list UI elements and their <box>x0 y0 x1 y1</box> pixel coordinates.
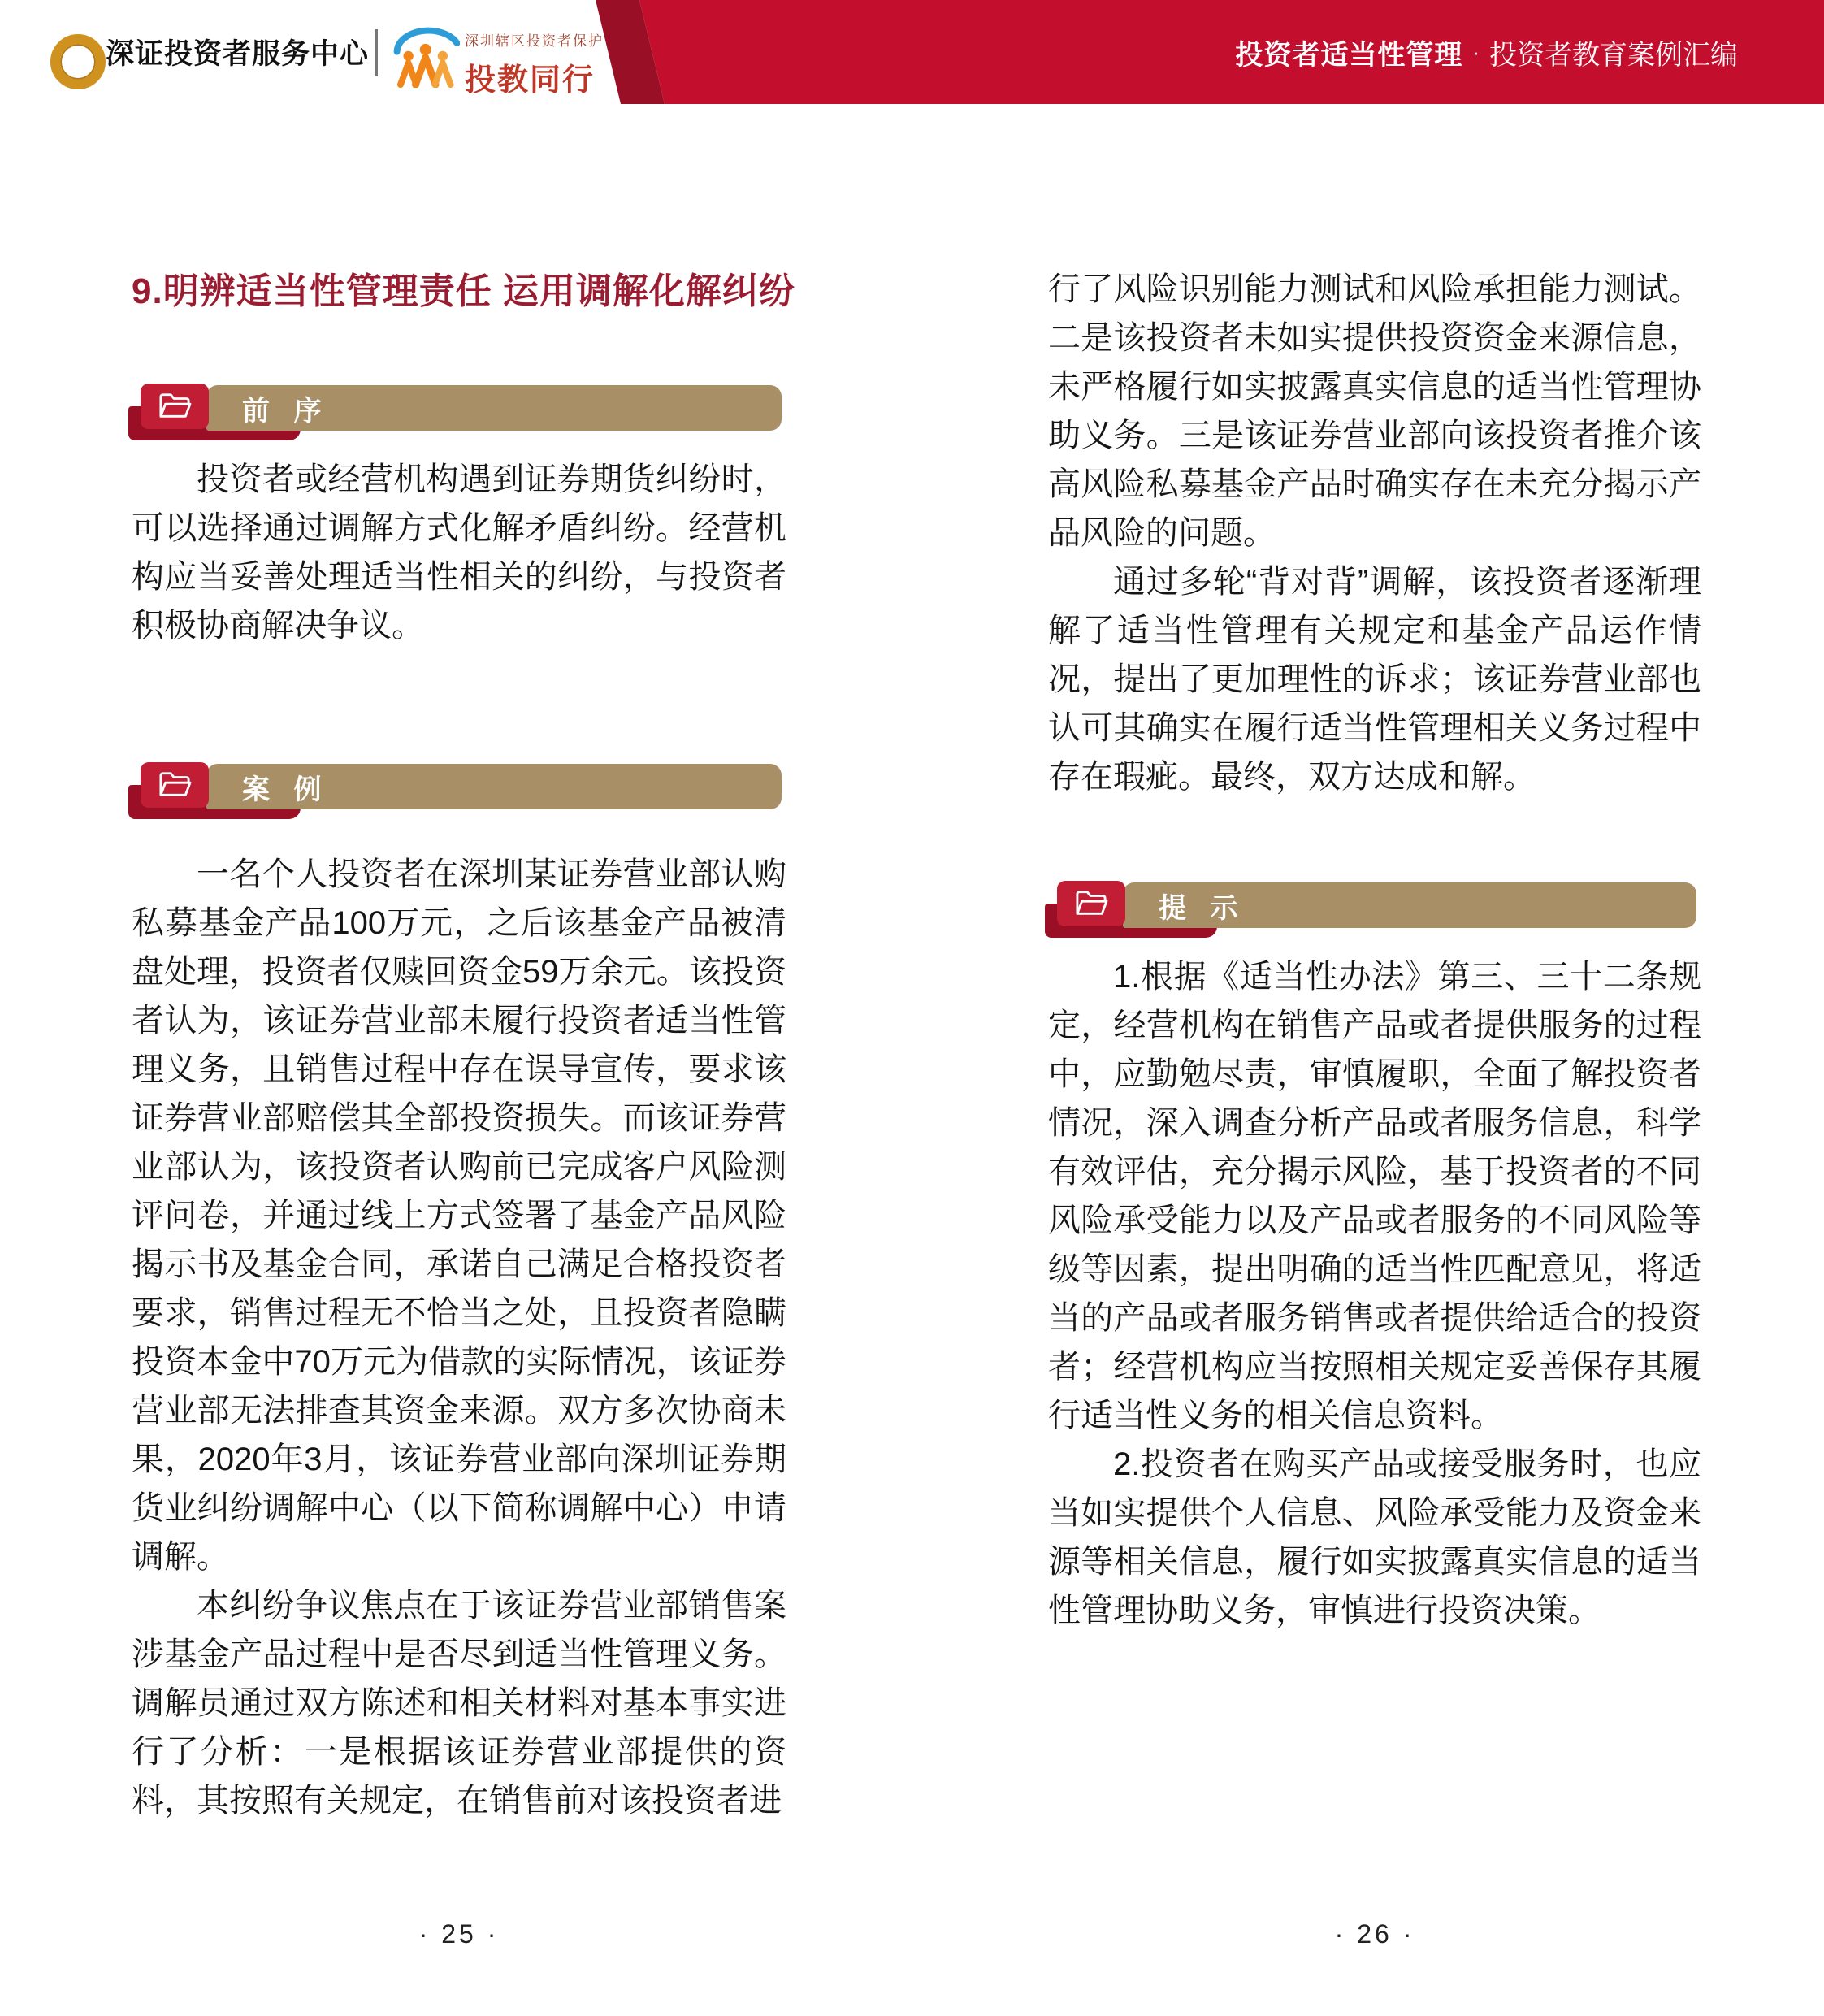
folder-icon <box>156 770 193 800</box>
logo-divider <box>375 29 378 76</box>
left-page-title-row <box>132 262 795 314</box>
paragraph: 本纠纷争议焦点在于该证券营业部销售案涉基金产品过程中是否尽到适当性管理义务。调解员通过双方陈述和相关材料对基本事实进行了分析：一是根据该证券营业部提供的资料，其按照有关规定，在销售前对该投资者进 <box>132 1588 786 1819</box>
paragraph: 通过多轮“背对背”调解，该投资者逐渐理解了适当性管理有关规定和基金产品运作情况，提出了更加理性的诉求；该证券营业部也认可其确实在履行适当性管理相关义务过程中存在瑕疵。最终，双方达成和解。 <box>1048 564 1701 795</box>
section-label-case: 案 例 <box>242 774 330 805</box>
section-bar <box>206 764 782 809</box>
section-banner-tips <box>1048 879 1701 941</box>
folder-icon <box>1072 888 1110 919</box>
brand-name: 投教同行 <box>465 63 596 98</box>
article-title: 9.明辨适当性管理责任 运用调解化解纠纷 <box>132 271 795 311</box>
section-banner-case <box>132 761 786 822</box>
paragraph: 行了风险识别能力测试和风险承担能力测试。二是该投资者未如实提供投资资金来源信息，未严格履行如实披露真实信息的适当性管理协助义务。三是该证券营业部向该投资者推介该高风险私募基金产品时确实存在未充分揭示产品风险的问题。 <box>1048 271 1701 551</box>
org-name: 深证投资者服务中心 <box>106 38 370 70</box>
page-header <box>0 0 1824 104</box>
preface-text <box>132 455 786 650</box>
paragraph: 一名个人投资者在深圳某证券营业部认购私募基金产品100万元，之后该基金产品被清盘处理，投资者仅赎回资金59万余元。该投资者认为，该证券营业部未履行投资者适当性管理义务，且销售过程中存在误导宣传，要求该证券营业部赔偿其全部投资损失。而该证券营业部认为，该投资者认购前已完成客户风险测评问卷，并通过线上方式签署了基金产品风险揭示书及基金合同，承诺自己满足合格投资者要求，销售过程无不恰当之处，且投资者隐瞒投资本金中70万元为借款的实际情况，该证券营业部无法排查其资金来源。双方多次协商未果，2020年3月，该证券营业部向深圳证券期货业纠纷调解中心（以下简称调解中心）申请调解。 <box>132 856 786 1575</box>
series-title-separator: · <box>1472 39 1480 64</box>
paragraph: 2.投资者在购买产品或接受服务时，也应当如实提供个人信息、风险承受能力及资金来源等相关信息，履行如实披露真实信息的适当性管理协助义务，审慎进行投资决策。 <box>1048 1446 1701 1628</box>
section-banner-preface <box>132 382 786 444</box>
section-label-tips: 提 示 <box>1159 892 1246 924</box>
gold-ring-logo-icon <box>50 34 106 89</box>
section-bar <box>206 385 782 431</box>
series-title-bold: 投资者适当性管理 <box>1235 39 1463 71</box>
section-label-preface: 前 序 <box>242 395 330 427</box>
page-number-left: · 25 · <box>418 1919 500 1949</box>
paragraph: 投资者或经营机构遇到证券期货纠纷时，可以选择通过调解方式化解矛盾纠纷。经营机构应当妥善处理适当性相关的纠纷，与投资者积极协商解决争议。 <box>132 462 786 644</box>
page-number-right: · 26 · <box>1334 1919 1415 1949</box>
paragraph: 1.根据《适当性办法》第三、三十二条规定，经营机构在销售产品或者提供服务的过程中，应勤勉尽责，审慎履职，全面了解投资者情况，深入调查分析产品或者服务信息，科学有效评估，充分揭示风险，基于投资者的不同风险承受能力以及产品或者服务的不同风险等级等因素，提出明确的适当性匹配意见，将适当的产品或者服务销售或者提供给适合的投资者；经营机构应当按照相关规定妥善保存其履行适当性义务的相关信息资料。 <box>1048 959 1701 1433</box>
folder-badge <box>141 762 209 808</box>
series-title-regular: 投资者教育案例汇编 <box>1489 39 1738 71</box>
brand-text-block <box>465 29 603 99</box>
folder-icon <box>156 391 193 422</box>
logo-row <box>0 0 604 104</box>
people-arc-logo-icon <box>388 23 460 92</box>
case-continuation-text <box>1048 265 1701 801</box>
tips-text <box>1048 952 1701 1635</box>
header-series-title <box>1235 0 1738 104</box>
folder-badge <box>1057 881 1125 926</box>
protect-line: 深圳辖区投资者保护 <box>465 33 604 49</box>
section-bar <box>1123 882 1696 928</box>
case-text <box>132 850 786 1825</box>
folder-badge <box>141 384 209 429</box>
